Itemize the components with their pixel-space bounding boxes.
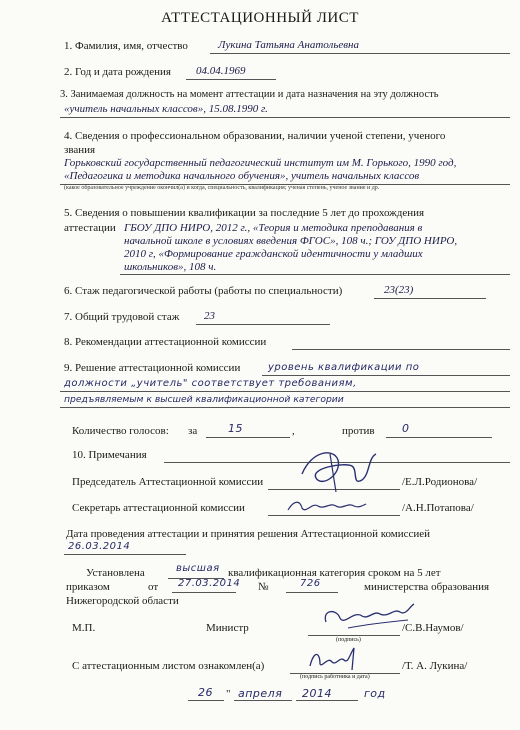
order-label: приказом [66,581,110,593]
field-6-line [374,298,486,299]
field-5-label-2: аттестации [64,222,116,234]
field-9-hand-3: предъявляемым к высшей квалификационной категории [64,394,344,405]
field-2-value: 04.04.1969 [196,65,246,77]
field-6-label: 6. Стаж педагогической работы (работы по специальности) [64,285,343,297]
votes-label: Количество голосов: [72,425,169,437]
chair-label: Председатель Аттестационной комиссии [72,476,264,488]
field-9-line-2 [60,391,510,392]
field-1-value: Лукина Татьяна Анатольевна [218,39,359,51]
field-6-value: 23(23) [384,284,414,296]
field-9-label: 9. Решение аттестационной комиссии [64,362,241,374]
votes-against-value: 0 [402,422,410,435]
ministry-label: министерства образования [364,581,490,593]
field-4-label-1: 4. Сведения о профессиональном образовании, наличии ученой степени, ученого [64,130,446,142]
field-3-line [60,117,510,118]
category-established-label: Установлена [86,567,145,579]
category-text: квалификационная категория сроком на 5 лет [228,567,441,579]
field-4-label-2: звания [64,144,96,156]
attestation-date-line [64,554,186,555]
order-number-value: 726 [300,578,321,589]
final-date-month-line [234,700,292,701]
minister-name: /С.В.Наумов/ [402,622,464,634]
field-5-value-4: школьников», 108 ч. [124,261,217,273]
field-4-caption: (какое образовательное учреждение окончил(а) и когда, специальность, квалификация; ученая степень, ученое звание и др. [64,185,380,191]
minister-signature-caption: (подпись) [336,637,361,643]
employee-signature [306,646,366,674]
field-2-label: 2. Год и дата рождения [64,66,171,78]
field-2-line [186,79,276,80]
field-5-line [120,274,510,275]
final-date-month: апреля [238,687,283,700]
chair-name: /Е.Л.Родионова/ [402,476,478,488]
final-date-day: 26 [198,686,213,699]
field-1-line [210,53,510,54]
attestation-date-label: Дата проведения аттестации и принятия решения Аттестационной комиссией [66,528,431,540]
votes-for-value: 15 [228,422,243,435]
secretary-name: /А.Н.Потапова/ [402,502,474,514]
field-5-value-2: начальной школе в условиях введения ФГОС», 108 ч.; ГОУ ДПО НИРО, [124,235,458,247]
order-from-label: от [148,581,159,593]
field-4-value-2: «Педагогика и методика начального обучения», учитель начальных классов [64,170,420,182]
votes-against-label: против [342,425,375,437]
field-7-line [196,324,330,325]
field-7-value: 23 [204,310,215,322]
field-3-value: «учитель начальных классов», 15.08.1990 г. [64,103,268,115]
final-date-year-line [296,700,358,701]
field-5-value-1: ГБОУ ДПО НИРО, 2012 г., «Теория и методика преподавания в [124,222,423,234]
attestation-date-value: 26.03.2014 [68,541,131,552]
field-8-line [292,349,510,350]
employee-name: /Т. А. Лукина/ [402,660,468,672]
final-date-suffix: год [364,687,386,700]
stamp-label: М.П. [72,622,96,634]
field-5-label-1: 5. Сведения о повышении квалификации за последние 5 лет до прохождения [64,207,425,219]
field-7-label: 7. Общий трудовой стаж [64,311,180,323]
field-3-label: 3. Занимаемая должность на момент аттестации и дата назначения на эту должность [60,89,439,100]
field-9-line-3 [60,407,510,408]
field-4-value-1: Горьковский государственный педагогический институт им М. Горького, 1990 год, [64,157,457,169]
final-date-year: 2014 [302,687,332,700]
field-9-hand-1: уровень квалификации по [268,362,420,373]
final-date-quote: " [226,688,231,700]
order-number-label: № [258,581,269,593]
votes-against-line [386,437,492,438]
region-label: Нижегородской области [66,595,179,607]
order-number-line [286,592,338,593]
final-date-day-line [188,700,224,701]
field-1-label: 1. Фамилия, имя, отчество [64,40,188,52]
field-5-value-3: 2010 г, «Формирование гражданской идентичности у младших [124,248,423,260]
category-value: высшая [176,563,220,574]
field-8-label: 8. Рекомендации аттестационной комиссии [64,336,267,348]
field-10-label: 10. Примечания [72,449,147,461]
votes-for-line [206,437,290,438]
order-date-line [172,592,236,593]
page-title: АТТЕСТАЦИОННЫЙ ЛИСТ [161,10,359,26]
order-date-value: 27.03.2014 [178,578,241,589]
field-9-line-1 [262,375,510,376]
field-9-hand-2: должности „учитель" соответствует требованиям, [64,378,357,389]
votes-for-label: за [188,425,198,437]
chair-signature [292,444,382,496]
votes-comma: , [292,425,295,437]
secretary-signature [284,496,368,518]
acquainted-caption: (подпись работника и дата) [300,674,370,680]
acquainted-label: С аттестационным листом ознакомлен(а) [72,660,265,672]
minister-label: Министр [206,622,249,634]
secretary-label: Секретарь аттестационной комиссии [72,502,245,514]
